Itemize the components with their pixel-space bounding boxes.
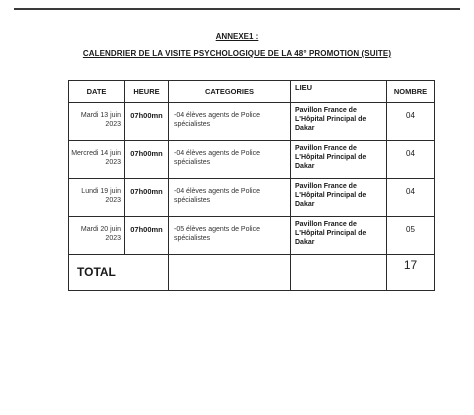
cell-lieu: Pavillon France de L'Hôpital Principal de Dakar <box>291 103 387 141</box>
cell-heure: 07h00mn <box>125 217 169 255</box>
cell-lieu: Pavillon France de L'Hôpital Principal de Dakar <box>291 179 387 217</box>
cell-date: Mercredi 14 juin 2023 <box>69 141 125 179</box>
cell-date: Lundi 19 juin 2023 <box>69 179 125 217</box>
cell-categories: -04 élèves agents de Police spécialistes <box>169 179 291 217</box>
header-categories: CATEGORIES <box>169 81 291 103</box>
header-nombre: NOMBRE <box>387 81 435 103</box>
cell-nombre: 05 <box>387 217 435 255</box>
cell-date: Mardi 13 juin 2023 <box>69 103 125 141</box>
table-row <box>69 217 435 255</box>
cell-lieu: Pavillon France de L'Hôpital Principal de Dakar <box>291 217 387 255</box>
document-title: CALENDRIER DE LA VISITE PSYCHOLOGIQUE DE LA 48° PROMOTION (SUITE) <box>82 49 392 58</box>
cell-categories: -05 élèves agents de Police spécialistes <box>169 217 291 255</box>
schedule-table <box>68 80 435 291</box>
total-row <box>69 255 435 291</box>
annex-label: ANNEXE1 : <box>215 32 259 41</box>
cell-nombre: 04 <box>387 103 435 141</box>
cell-heure: 07h00mn <box>125 103 169 141</box>
cell-date: Mardi 20 juin 2023 <box>69 217 125 255</box>
table-row <box>69 179 435 217</box>
cell-heure: 07h00mn <box>125 179 169 217</box>
cell-nombre: 04 <box>387 141 435 179</box>
cell-lieu: Pavillon France de L'Hôpital Principal de Dakar <box>291 141 387 179</box>
total-value: 17 <box>387 255 435 291</box>
table-row <box>69 141 435 179</box>
header-heure: HEURE <box>125 81 169 103</box>
cell-nombre: 04 <box>387 179 435 217</box>
cell-categories: -04 élèves agents de Police spécialistes <box>169 103 291 141</box>
header-lieu: LIEU <box>291 81 387 103</box>
header-date: DATE <box>69 81 125 103</box>
total-label: TOTAL <box>69 255 169 291</box>
total-empty-cell <box>291 255 387 291</box>
cell-heure: 07h00mn <box>125 141 169 179</box>
header-row <box>69 81 435 103</box>
total-empty-cell <box>169 255 291 291</box>
top-rule <box>14 8 460 10</box>
cell-categories: -04 élèves agents de Police spécialistes <box>169 141 291 179</box>
table-row <box>69 103 435 141</box>
